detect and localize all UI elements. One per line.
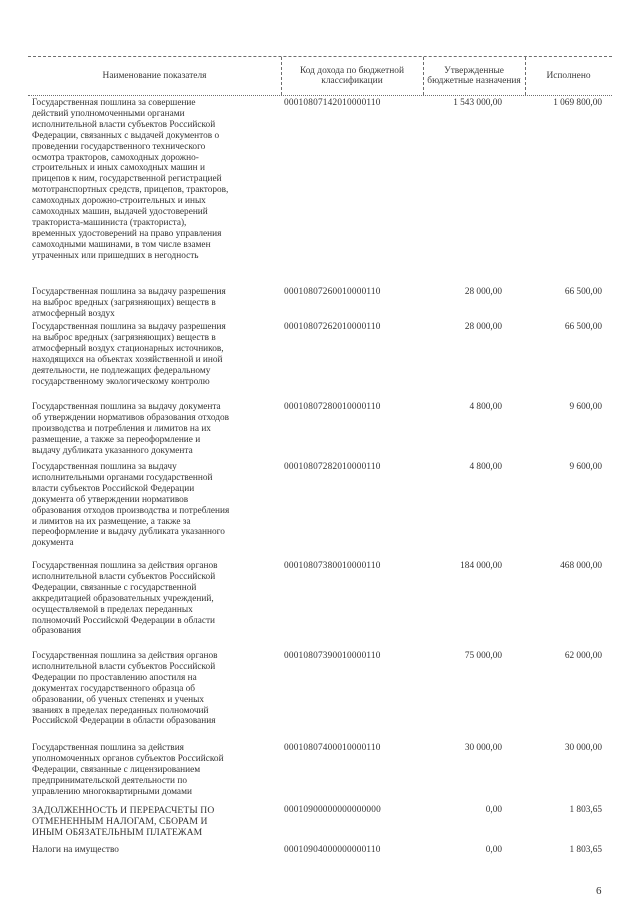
row-approved: 30 000,00 [464, 743, 502, 753]
row-code: 00010807260010000110 [284, 287, 381, 297]
row-name: Государственная пошлина за совершение действий уполномоченными органами исполнительной власти субъектов Российской Федерации, связанных с выдачей документов о проведении государственного технического осмотра тракторов, самоходных дорожно- строительных и иных самоходных машин и прицепов к ним, государственной регистрацией мототранспортных средств, прицепов, тракторов, самоходных дорожно-строительных и иных самоходных машин, выдачей удостоверений тракториста-машиниста (тракториста), временных удостоверений на право управления самоходными машинами, в том числе взамен утраченных или пришедших в негодность [32, 98, 229, 261]
row-code: 00010900000000000000 [284, 805, 381, 815]
header-approved: Утвержденные бюджетные назначения [427, 65, 521, 86]
row-executed: 1 803,65 [569, 805, 602, 815]
row-approved: 0,00 [485, 845, 502, 855]
row-executed: 1 069 800,00 [553, 98, 602, 108]
row-executed: 30 000,00 [564, 743, 602, 753]
header-code: Код дохода по бюджетной классификации [299, 65, 404, 86]
row-code: 00010807282010000110 [284, 462, 381, 472]
row-executed: 9 600,00 [569, 462, 602, 472]
row-approved: 75 000,00 [464, 651, 502, 661]
row-approved: 184 000,00 [460, 561, 502, 571]
row-approved: 1 543 000,00 [453, 98, 502, 108]
row-executed: 66 500,00 [564, 287, 602, 297]
row-name: Государственная пошлина за выдачу разрешения на выброс вредных (загрязняющих) веществ в атмосферный воздух стационарных источников, находящихся на объектах хозяйственной и иной деятельности, не подлежащих федеральному государственному экологическому контролю [32, 322, 226, 387]
page-number: 6 [596, 885, 602, 897]
row-executed: 66 500,00 [564, 322, 602, 332]
row-code: 00010807380010000110 [284, 561, 381, 571]
row-name: Государственная пошлина за действия органов исполнительной власти субъектов Российской Федерации, связанные с государственной аккредитацией образовательных учреждений, осуществляемой в пределах переданных полномочий Российской Федерации в области образования [32, 561, 218, 637]
row-code: 00010807400010000110 [284, 743, 381, 753]
row-executed: 62 000,00 [564, 651, 602, 661]
row-approved: 28 000,00 [464, 322, 502, 332]
header-name: Наименование показателя [102, 70, 207, 81]
row-executed: 468 000,00 [560, 561, 602, 571]
row-code: 00010807390010000110 [284, 651, 381, 661]
row-code: 00010904000000000110 [284, 845, 381, 855]
row-name: ЗАДОЛЖЕННОСТЬ И ПЕРЕРАСЧЕТЫ ПО ОТМЕНЕННЫМ НАЛОГАМ, СБОРАМ И ИНЫМ ОБЯЗАТЕЛЬНЫМ ПЛАТЕЖАМ [32, 805, 215, 838]
row-name: Государственная пошлина за выдачу исполнительными органами государственной власти субъектов Российской Федерации документа об утверждении нормативов образования отходов производства и потребления и лимитов на их размещение, а также за переоформление и выдачу дубликата указанного документа [32, 462, 230, 549]
row-name: Государственная пошлина за действия органов исполнительной власти субъектов Российской Федерации по проставлению апостиля на документах государственного образца об образовании, об ученых степенях и ученых званиях в пределах переданных полномочий Российской Федерации в области образования [32, 651, 218, 727]
row-executed: 9 600,00 [569, 402, 602, 412]
row-name: Налоги на имущество [32, 845, 119, 855]
header-executed: Исполнено [546, 70, 591, 81]
row-approved: 4 800,00 [469, 462, 502, 472]
row-code: 00010807280010000110 [284, 402, 381, 412]
row-executed: 1 803,65 [569, 845, 602, 855]
row-name: Государственная пошлина за выдачу документа об утверждении нормативов образования отходов производства и потребления и лимитов на их размещение, а также за переоформление и выдачу дубликата указанного документа [32, 402, 230, 456]
row-approved: 28 000,00 [464, 287, 502, 297]
row-name: Государственная пошлина за действия уполномоченных органов субъектов Российской Федерации, связанные с лицензированием предпринимательской деятельности по управлению многоквартирными домами [32, 743, 224, 797]
row-code: 00010807142010000110 [284, 98, 381, 108]
row-approved: 0,00 [485, 805, 502, 815]
row-name: Государственная пошлина за выдачу разрешения на выброс вредных (загрязняющих) веществ в атмосферный воздух [32, 287, 226, 319]
row-approved: 4 800,00 [469, 402, 502, 412]
row-code: 00010807262010000110 [284, 322, 381, 332]
